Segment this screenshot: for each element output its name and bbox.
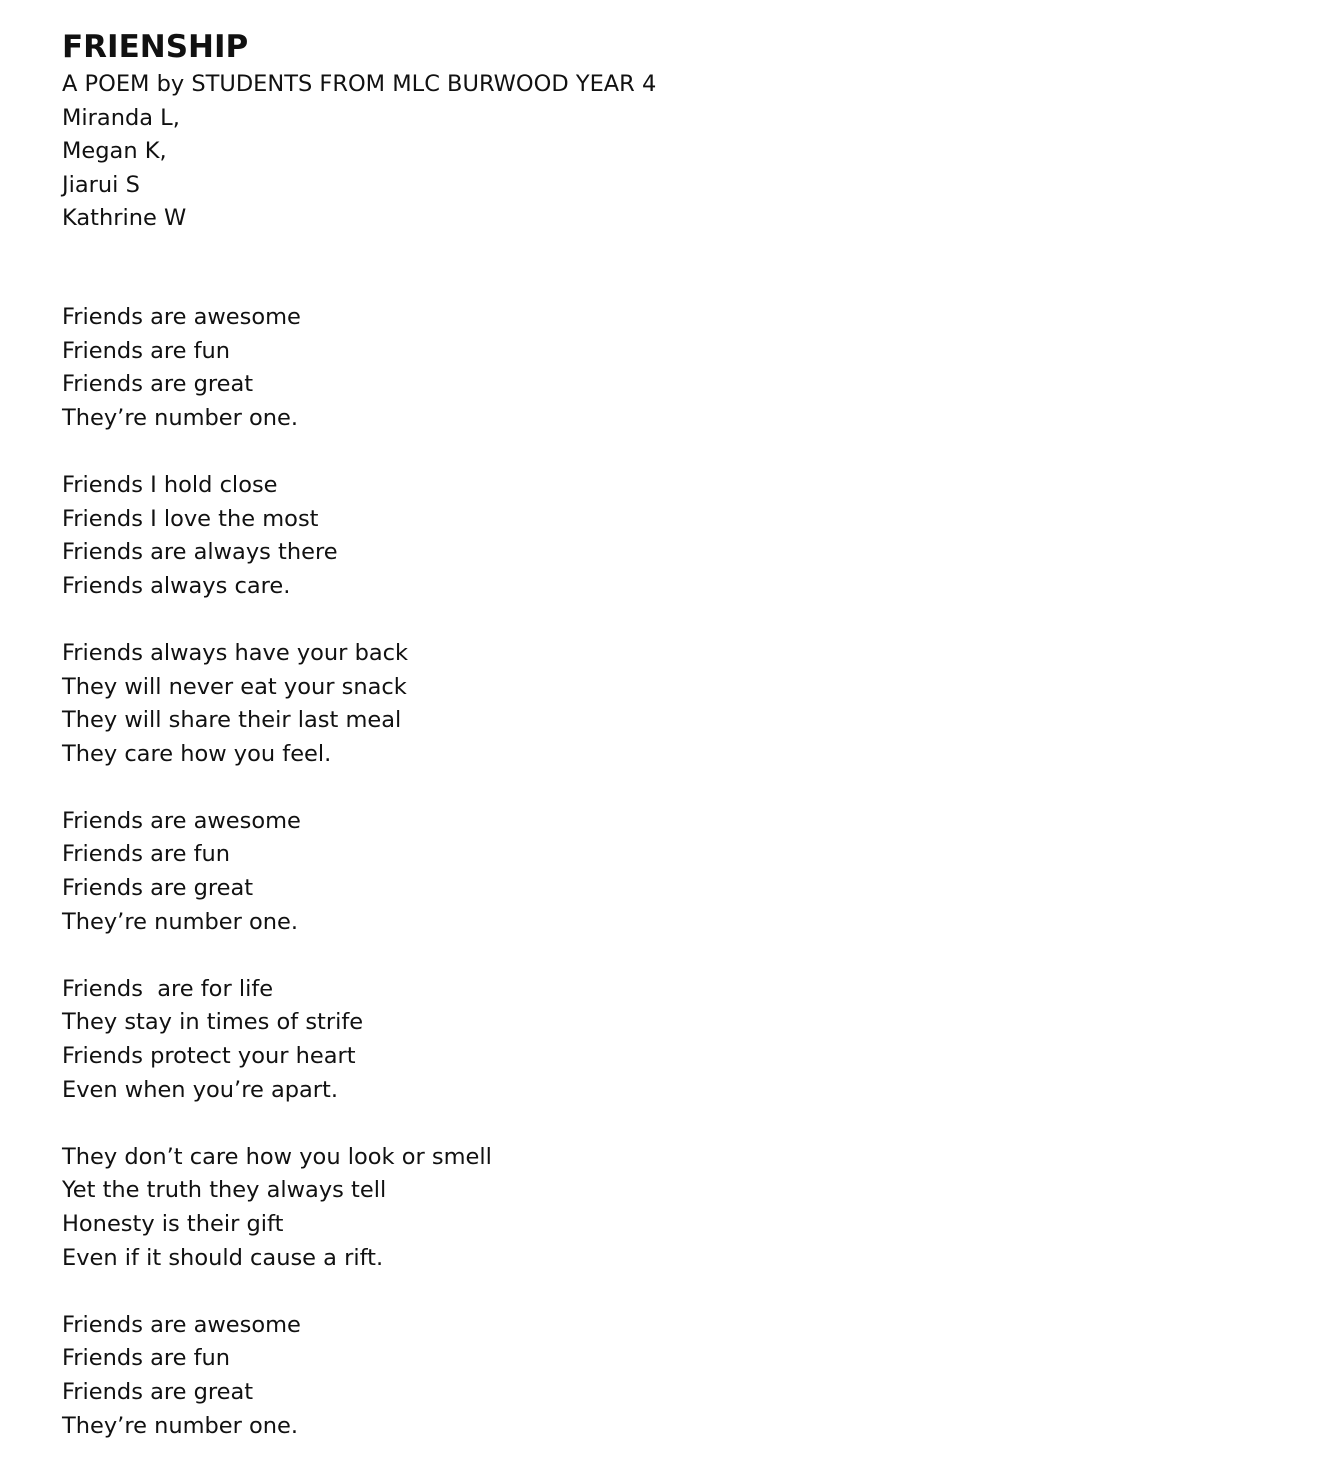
poem-line: They will never eat your snack	[62, 673, 407, 700]
poem-line: Friends are great	[62, 875, 254, 902]
poem-line: Friends are great	[62, 371, 254, 398]
poem-line: They will share their last meal	[62, 707, 402, 734]
poem-line: Friends protect your heart	[62, 1043, 356, 1070]
poem-line: Friends are always there	[62, 539, 338, 566]
poem-line: They’re number one.	[62, 908, 299, 935]
poem-line: Friends are for life	[62, 975, 274, 1002]
poem-line: They’re number one.	[62, 1412, 299, 1439]
stanza	[62, 1141, 1262, 1275]
poem-line: Even if it should cause a rift.	[62, 1244, 384, 1271]
stanza	[62, 805, 1262, 939]
poem-line: Friends are great	[62, 1378, 254, 1405]
poem-line: Friends I love the most	[62, 505, 319, 532]
stanza	[62, 637, 1262, 771]
author-name: Megan K,	[62, 138, 167, 165]
author-name: Miranda L,	[62, 104, 180, 131]
poem-line: Friends are fun	[62, 337, 231, 364]
poem-line: Friends are fun	[62, 1345, 231, 1372]
poem-line: Even when you’re apart.	[62, 1076, 339, 1103]
poem-line: Friends always have your back	[62, 639, 409, 666]
poem-line: Friends are awesome	[62, 303, 301, 330]
poem-line: Friends are awesome	[62, 807, 301, 834]
byline-block	[62, 68, 1262, 236]
poem-line: They stay in times of strife	[62, 1009, 364, 1036]
poem-line: Friends are fun	[62, 841, 231, 868]
author-name: Jiarui S	[62, 171, 140, 198]
stanza	[62, 301, 1262, 435]
document-page	[62, 26, 1262, 1477]
poem-line: They don’t care how you look or smell	[62, 1143, 492, 1170]
author-name: Kathrine W	[62, 205, 187, 232]
poem-line: Friends always care.	[62, 572, 291, 599]
poem-line: Friends I hold close	[62, 471, 278, 498]
poem-title: FRIENSHIP	[62, 29, 249, 65]
poem-line: They care how you feel.	[62, 740, 332, 767]
poem-line: Friends are awesome	[62, 1311, 301, 1338]
poem-body	[62, 301, 1262, 1443]
stanza	[62, 1309, 1262, 1443]
poem-line: Honesty is their gift	[62, 1211, 284, 1237]
poem-line: Yet the truth they always tell	[62, 1177, 387, 1204]
poem-subtitle: A POEM by STUDENTS FROM MLC BURWOOD YEAR 4	[62, 71, 657, 97]
stanza	[62, 469, 1262, 603]
stanza	[62, 973, 1262, 1107]
poem-line: They’re number one.	[62, 404, 299, 431]
